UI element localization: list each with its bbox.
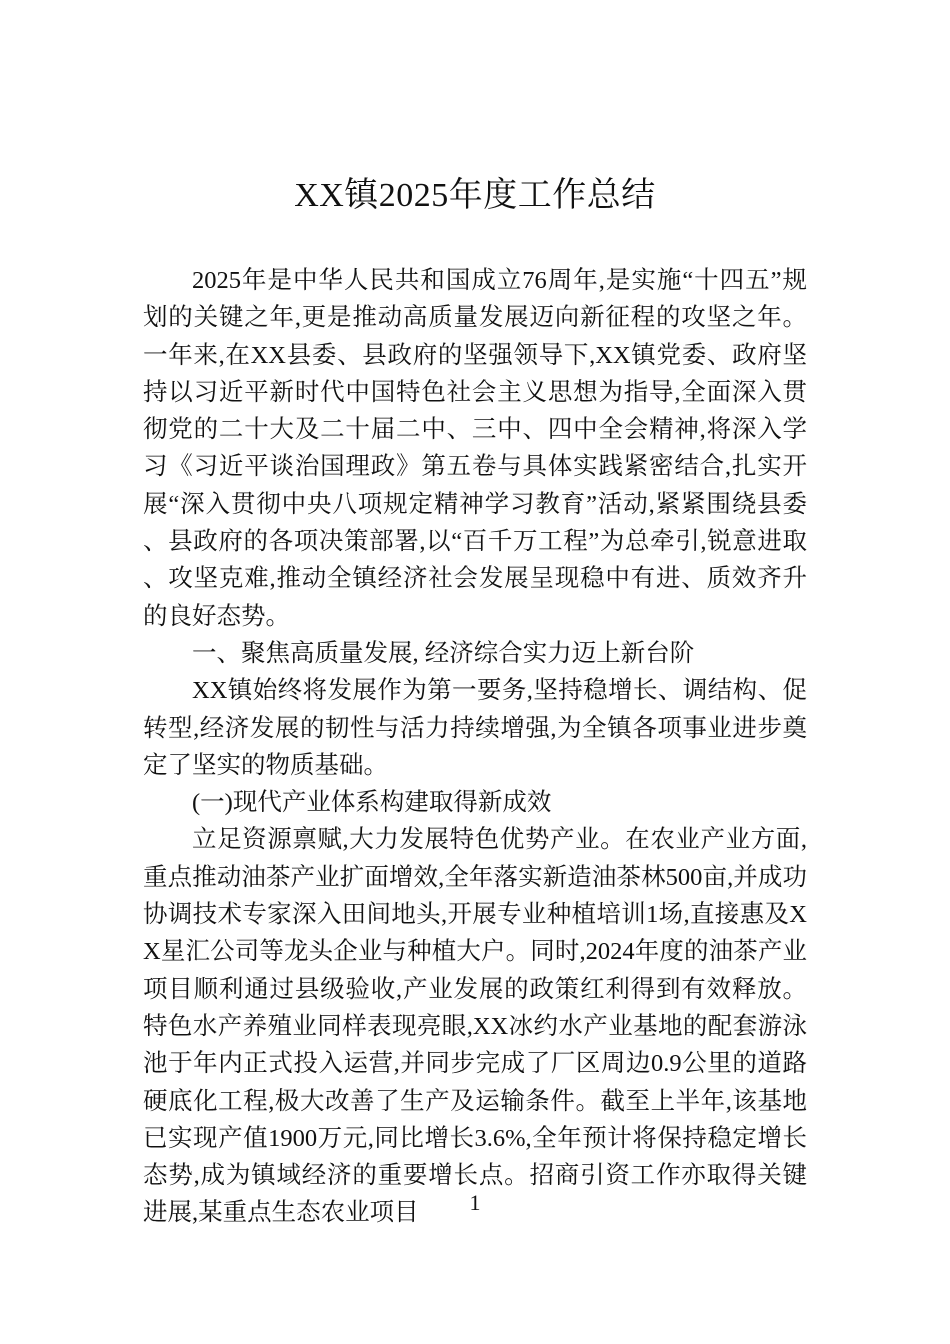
subsection-heading-1-1: (一)现代产业体系构建取得新成效: [192, 789, 552, 817]
document-title: XX镇2025年度工作总结: [294, 177, 656, 214]
intro-paragraph: 2025年是中华人民共和国成立76周年,是实施“十四五”规划的关键之年,更是推动高质量发展迈向新征程的攻坚之年。一年来,在XX县委、县政府的坚强领导下,XX镇党委、政府坚持以习近平新时代中国特色社会主义思想为指导,全面深入贯彻党的二十大及二十届二中、三中、四中全会精神,将深入学习《习近平谈治国理政》第五卷与具体实践紧密结合,扎实开展“深入贯彻中央八项规定精神学习教育”活动,紧紧围绕县委、县政府的各项决策部署,以“百千万工程”为总牵引,锐意进取、攻坚克难,推动全镇经济社会发展呈现稳中有进、质效齐升的良好态势。: [143, 267, 807, 630]
subsection-1-1-paragraph: 立足资源禀赋,大力发展特色优势产业。在农业产业方面,重点推动油茶产业扩面增效,全年落实新造油茶林500亩,并成功协调技术专家深入田间地头,开展专业种植培训1场,直接惠及XX星汇公司等龙头企业与种植大户。同时,2024年度的油茶产业项目顺利通过县级验收,产业发展的政策红利得到有效释放。特色水产养殖业同样表现亮眼,XX冰约水产业基地的配套游泳池于年内正式投入运营,并同步完成了厂区周边0.9公里的道路硬底化工程,极大改善了生产及运输条件。截至上半年,该基地已实现产值1900万元,同比增长3.6%,全年预计将保持稳定增长态势,成为镇域经济的重要增长点。招商引资工作亦取得关键进展,某重点生态农业项目: [143, 826, 807, 1227]
page-number: 1: [469, 1190, 481, 1215]
section-1-intro-paragraph: XX镇始终将发展作为第一要务,坚持稳增长、调结构、促转型,经济发展的韧性与活力持续增强,为全镇各项事业进步奠定了坚实的物质基础。: [143, 677, 807, 779]
document-body: [143, 262, 807, 1232]
section-heading-1: 一、聚焦高质量发展, 经济综合实力迈上新台阶: [192, 639, 695, 667]
